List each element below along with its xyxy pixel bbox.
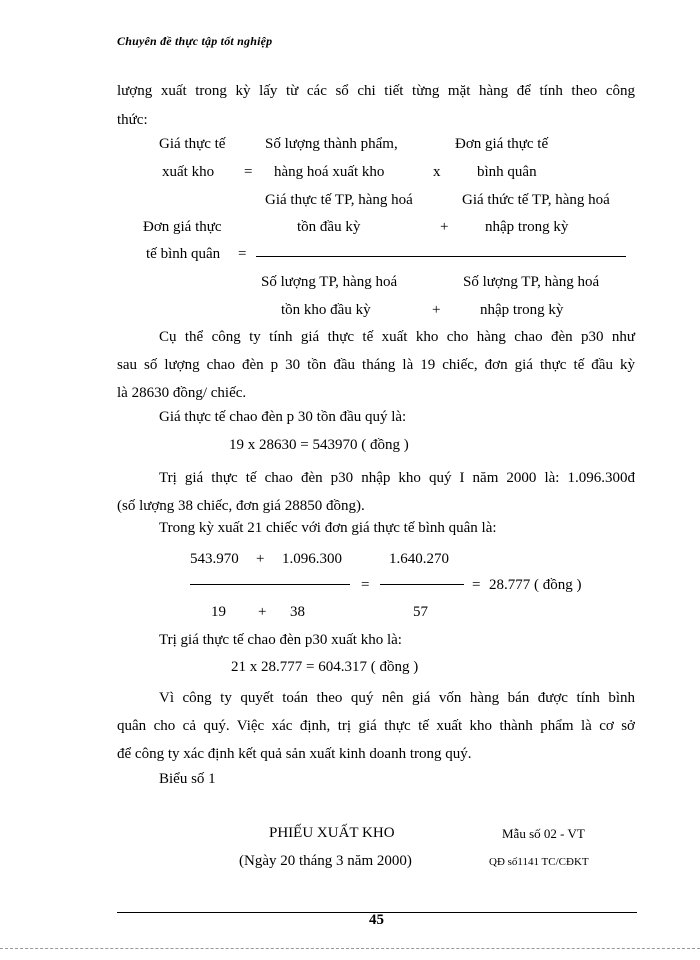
running-header: Chuyên đề thực tập tốt nghiệp: [117, 34, 273, 48]
opening-value-label: Giá thực tế chao đèn p 30 tồn đầu quý là:: [159, 409, 407, 425]
page-number: 45: [369, 912, 384, 928]
formula2-fraction-bar: [256, 256, 626, 257]
formula2-num-a-top: Giá thực tế TP, hàng hoá: [265, 192, 413, 208]
table-caption: Biểu số 1: [159, 771, 216, 787]
intro-line-1: lượng xuất trong kỳ lấy từ các sổ chi tiết từng mặt hàng để tính theo công: [117, 83, 635, 99]
formula2-den-a-top: Số lượng TP, hàng hoá: [261, 274, 398, 290]
formula2-den-a-bottom: tồn kho đầu kỳ: [281, 302, 371, 318]
paragraph-3: [117, 684, 635, 768]
calc-equals-2: =: [472, 577, 481, 593]
para1-line-1: Cụ thể công ty tính giá thực tế xuất kho cho hàng chao đèn p30 như: [159, 329, 635, 345]
formula1-left-bottom: xuất kho: [162, 164, 215, 180]
calc-num-a: 543.970: [190, 551, 239, 567]
calc-num-plus: +: [256, 551, 265, 567]
form-template-number: Mẫu số 02 - VT: [502, 826, 585, 841]
form-date: (Ngày 20 tháng 3 năm 2000): [239, 853, 412, 869]
export-value-label: Trị giá thực tế chao đèn p30 xuất kho là:: [159, 632, 402, 648]
formula2-num-a-bottom: tồn đầu kỳ: [297, 219, 361, 235]
calc-den-plus: +: [258, 604, 267, 620]
formula2-equals: =: [238, 246, 247, 262]
formula2-num-b-top: Giá thức tế TP, hàng hoá: [462, 192, 610, 208]
para2-line-1: Trị giá thực tế chao đèn p30 nhập kho quý I năm 2000 là: 1.096.300đ: [159, 470, 635, 486]
para2-line-2: (số lượng 38 chiếc, đơn giá 28850 đồng).: [117, 498, 365, 514]
period-label: Trong kỳ xuất 21 chiếc với đơn giá thực tế bình quân là:: [159, 520, 497, 536]
calc-den-sum: 57: [413, 604, 428, 620]
para3-line-2: quân cho cả quý. Việc xác định, trị giá thực tế xuất kho thành phẩm là cơ sở: [117, 718, 635, 734]
page-bottom-edge: [0, 948, 700, 960]
calc-num-b: 1.096.300: [282, 551, 342, 567]
calc-equals-1: =: [361, 577, 370, 593]
formula1-mid-top: Số lượng thành phẩm,: [265, 136, 398, 152]
calc-result: 28.777 ( đồng ): [489, 577, 582, 593]
formula1-left-top: Giá thực tế: [159, 136, 226, 152]
formula1-mid-bottom: hàng hoá xuất kho: [274, 164, 385, 180]
formula1-equals: =: [244, 164, 253, 180]
formula1-right-top: Đơn giá thực tế: [455, 136, 549, 152]
formula2-left-bottom: tế bình quân: [146, 246, 221, 262]
paragraph-1: [117, 323, 635, 407]
calc-den-a: 19: [211, 604, 226, 620]
formula2-den-plus: +: [432, 302, 441, 318]
formula2-left-top: Đơn giá thực: [143, 219, 222, 235]
formula2-den-b-bottom: nhập trong kỳ: [480, 302, 564, 318]
para3-line-3: để công ty xác định kết quả sản xuất kinh doanh trong quý.: [117, 746, 472, 762]
formula2-num-plus: +: [440, 219, 449, 235]
calc-fraction-bar-1: [190, 584, 350, 585]
paragraph-2: [117, 464, 635, 520]
para3-line-1: Vì công ty quyết toán theo quý nên giá vốn hàng bán được tính bình: [159, 690, 635, 706]
formula2-den-b-top: Số lượng TP, hàng hoá: [463, 274, 600, 290]
formula1-right-bottom: bình quân: [477, 164, 537, 180]
form-title: PHIẾU XUẤT KHO: [269, 825, 395, 841]
formula2-num-b-bottom: nhập trong kỳ: [485, 219, 569, 235]
opening-value-calc: 19 x 28630 = 543970 ( đồng ): [229, 437, 409, 453]
intro-paragraph: [117, 77, 635, 135]
form-decision-number: QĐ số1141 TC/CĐKT: [489, 856, 589, 868]
para1-line-2: sau số lượng chao đèn p 30 tồn đầu tháng là 19 chiếc, đơn giá thực tế đầu kỳ: [117, 357, 635, 373]
calc-fraction-bar-2: [380, 584, 464, 585]
calc-den-b: 38: [290, 604, 305, 620]
intro-line-2: thức:: [117, 112, 148, 128]
export-value-calc: 21 x 28.777 = 604.317 ( đồng ): [231, 659, 419, 675]
calc-num-sum: 1.640.270: [389, 551, 449, 567]
formula1-times: x: [433, 164, 441, 180]
para1-line-3: là 28630 đồng/ chiếc.: [117, 385, 247, 401]
